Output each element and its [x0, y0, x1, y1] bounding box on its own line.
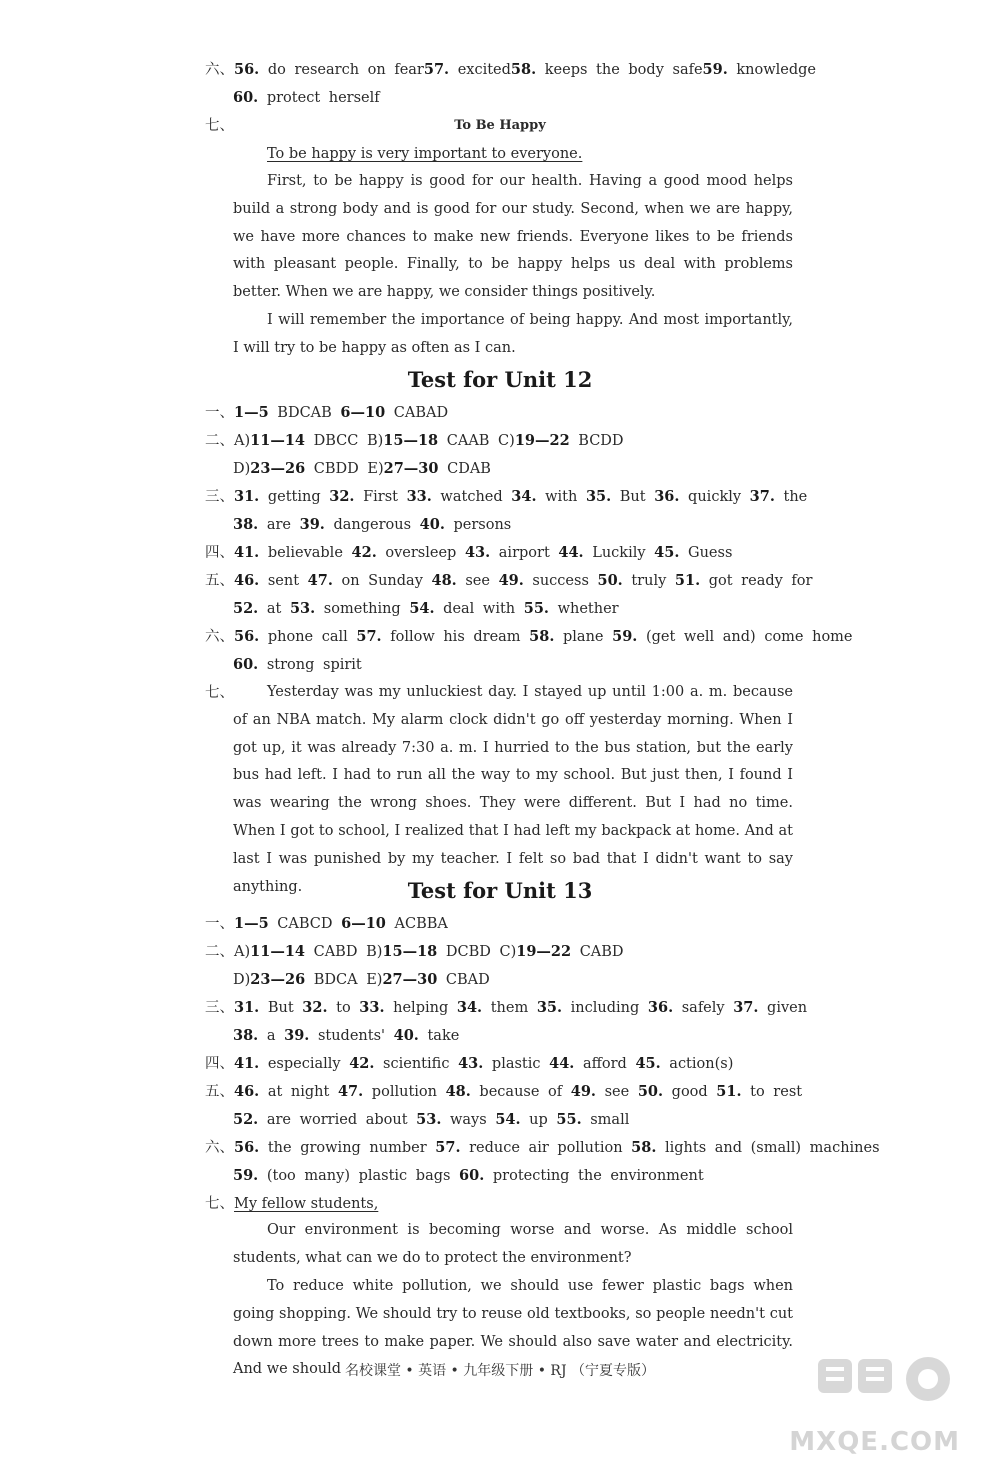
- answer-text: quickly: [679, 489, 750, 505]
- answer-text: BCDD: [569, 433, 624, 449]
- answer-text: But: [259, 1000, 303, 1016]
- answer-text: CABD B): [305, 944, 383, 960]
- section-marker: 五、: [205, 1084, 234, 1100]
- item-number: 40.: [419, 516, 445, 533]
- item-number: 59.: [612, 628, 638, 645]
- u13-line-4: [205, 1054, 805, 1074]
- u13-line-3a: [205, 998, 808, 1018]
- item-number: 19—22: [516, 943, 572, 960]
- item-number: 56.: [234, 61, 260, 78]
- answer-text: persons: [444, 517, 512, 533]
- item-number: 36.: [654, 488, 680, 505]
- answer-text: the: [774, 489, 808, 505]
- u13-line-1: [205, 914, 805, 934]
- item-number: 53.: [289, 600, 316, 617]
- item-number: 1—5: [234, 404, 269, 421]
- item-number: 59.: [702, 61, 728, 78]
- answer-text: But: [611, 489, 655, 505]
- section-marker: 二、A): [205, 944, 251, 960]
- item-number: 48.: [445, 1083, 471, 1100]
- item-number: 41.: [234, 1055, 260, 1072]
- u13-line-2b: [233, 970, 833, 990]
- item-number: 57.: [423, 61, 450, 78]
- u13-line-7: 七、My fellow students,: [205, 1196, 379, 1212]
- essay-title: To Be Happy: [454, 118, 546, 133]
- item-number: 58.: [631, 1139, 657, 1156]
- u13-line-6a: [205, 1138, 880, 1158]
- answer-text: something: [315, 601, 410, 617]
- item-number: 34.: [511, 488, 537, 505]
- item-number: 56.: [234, 1139, 260, 1156]
- unit13-heading: Test for Unit 13: [407, 878, 593, 903]
- item-number: 55.: [556, 1111, 582, 1128]
- u12-line-2a: [205, 431, 805, 451]
- answer-text: protecting the environment: [484, 1168, 704, 1184]
- answer-text: deal with: [434, 601, 524, 617]
- item-number: 40.: [393, 1027, 419, 1044]
- section-marker: 五、: [205, 573, 234, 589]
- item-number: 54.: [495, 1111, 521, 1128]
- page-footer: 名校课堂 • 英语 • 九年级下册 • RJ （宁夏专版）: [344, 1363, 656, 1379]
- u13-greeting: My fellow students,: [234, 1196, 379, 1212]
- answer-text: reduce air pollution: [460, 1140, 632, 1156]
- answer-text: ACBBA: [385, 916, 448, 932]
- answer-text: oversleep: [376, 545, 465, 561]
- answer-text: the growing number: [259, 1140, 436, 1156]
- answer-text: are worried about: [258, 1112, 417, 1128]
- item-number: 57.: [435, 1139, 461, 1156]
- answer-text: whether: [548, 601, 619, 617]
- answer-text: pollution: [363, 1084, 446, 1100]
- answer-text: getting: [259, 489, 330, 505]
- answer-text: First: [354, 489, 407, 505]
- answer-text: at: [258, 601, 290, 617]
- item-number: 44.: [558, 544, 584, 561]
- answer-text: are: [258, 517, 300, 533]
- item-number: 45.: [654, 544, 680, 561]
- item-number: 43.: [464, 544, 491, 561]
- answer-text: (get well and) come home: [637, 629, 853, 645]
- u12-line-5a: [205, 571, 813, 591]
- item-number: 27—30: [383, 460, 439, 477]
- answer-text: see: [595, 1084, 638, 1100]
- item-number: 60.: [459, 1167, 485, 1184]
- answer-text: action(s): [660, 1056, 734, 1072]
- answer-text: students': [309, 1028, 394, 1044]
- item-number: 32.: [302, 999, 328, 1016]
- section-marker: 一、: [205, 405, 234, 421]
- answer-text: with: [536, 489, 586, 505]
- section-marker: 六、: [205, 62, 234, 78]
- item-number: 53.: [416, 1111, 442, 1128]
- answer-text: because of: [470, 1084, 571, 1100]
- item-number: 44.: [549, 1055, 575, 1072]
- item-number: 32.: [329, 488, 355, 505]
- answer-text: CDAB: [438, 461, 491, 477]
- u12-marker-7: 七、: [205, 685, 234, 701]
- s1-line-6b: [233, 88, 833, 108]
- item-number: 39.: [284, 1027, 310, 1044]
- answer-text: D): [233, 461, 251, 477]
- item-number: 15—18: [383, 432, 439, 449]
- s1-line-6a: [205, 60, 817, 80]
- answer-text: scientific: [374, 1056, 459, 1072]
- item-number: 31.: [234, 999, 260, 1016]
- item-number: 59.: [233, 1167, 259, 1184]
- answer-text: CAAB C): [438, 433, 515, 449]
- answer-text: afford: [574, 1056, 636, 1072]
- answer-text: (too many) plastic bags: [258, 1168, 460, 1184]
- section-marker: 二、A): [205, 433, 251, 449]
- item-number: 52.: [233, 600, 259, 617]
- answer-text: up: [520, 1112, 557, 1128]
- answer-text: success: [523, 573, 598, 589]
- u13-line-5b: [233, 1110, 833, 1130]
- section-marker: 一、: [205, 916, 234, 932]
- answer-text: keeps the body safe: [536, 62, 703, 78]
- item-number: 47.: [337, 1083, 364, 1100]
- item-number: 42.: [349, 1055, 375, 1072]
- answer-text: take: [418, 1028, 460, 1044]
- answer-text: plane: [554, 629, 613, 645]
- item-number: 47.: [307, 572, 333, 589]
- u12-essay: Yesterday was my unluckiest day. I stayed up until 1:00 a. m. because of an NBA match. My alarm clock didn't go off yesterday morning. When I got up, it was already 7:30 a. m. I hurried to the bus station, but the early bus had left. I had to run all the way to my school. But just then, I found I was wearing the wrong shoes. They were different. But I had no time. When I got to school, I realized that I had left my backpack at home. And at last I was punished by my teacher. I felt so bad that I didn't want to say anything.: [233, 684, 793, 895]
- answer-text: DCBD C): [437, 944, 517, 960]
- item-number: 60.: [233, 656, 259, 673]
- answer-text: airport: [490, 545, 559, 561]
- section-marker: 六、: [205, 1140, 234, 1156]
- answer-text: knowledge: [727, 62, 817, 78]
- item-number: 38.: [233, 1027, 259, 1044]
- essay-paragraph-2: I will remember the importance of being happy. And most importantly, I will try to be happy as often as I can.: [233, 312, 793, 356]
- item-number: 34.: [456, 999, 483, 1016]
- item-number: 42.: [351, 544, 377, 561]
- u12-line-1: [205, 403, 805, 423]
- essay-topic: To be happy is very important to everyone.: [267, 146, 583, 162]
- answer-text: CABD: [571, 944, 624, 960]
- answer-text: plastic: [483, 1056, 550, 1072]
- item-number: 45.: [635, 1055, 661, 1072]
- item-number: 41.: [234, 544, 260, 561]
- answer-text: dangerous: [324, 517, 420, 533]
- item-number: 49.: [570, 1083, 596, 1100]
- u13-line-6b: [233, 1166, 833, 1186]
- u12-line-6a: [205, 627, 853, 647]
- u13-line-2a: [205, 942, 805, 962]
- s1-marker-7: 七、: [205, 118, 234, 134]
- answer-text: follow his dream: [381, 629, 530, 645]
- u12-line-4: [205, 543, 805, 563]
- answer-text: see: [456, 573, 499, 589]
- item-number: 31.: [234, 488, 260, 505]
- answer-text: CABAD: [385, 405, 449, 421]
- item-number: 51.: [716, 1083, 742, 1100]
- answer-text: Luckily: [583, 545, 655, 561]
- answer-text: truly: [622, 573, 675, 589]
- item-number: 33.: [406, 488, 432, 505]
- u13-paragraph-1: Our environment is becoming worse and worse. As middle school students, what can we do to protect the environment?: [233, 1222, 793, 1266]
- answer-text: BDCAB: [268, 405, 341, 421]
- item-number: 50.: [637, 1083, 664, 1100]
- answer-text: small: [581, 1112, 630, 1128]
- item-number: 27—30: [382, 971, 438, 988]
- answer-text: to rest: [741, 1084, 803, 1100]
- answer-text: given: [758, 1000, 808, 1016]
- item-number: 46.: [234, 1083, 260, 1100]
- answer-text: safely: [673, 1000, 734, 1016]
- u13-line-3b: [233, 1026, 833, 1046]
- answer-text: lights and (small) machines: [656, 1140, 880, 1156]
- answer-text: to: [327, 1000, 360, 1016]
- answer-text: do research on fear: [259, 62, 424, 78]
- item-number: 35.: [585, 488, 612, 505]
- answer-text: got ready for: [700, 573, 813, 589]
- item-number: 51.: [674, 572, 701, 589]
- answer-text: protect herself: [258, 90, 380, 106]
- answer-text: believable: [259, 545, 352, 561]
- answer-text: strong spirit: [258, 657, 362, 673]
- answer-text: DBCC B): [305, 433, 384, 449]
- item-number: 33.: [359, 999, 385, 1016]
- answer-text: watched: [431, 489, 512, 505]
- item-number: 48.: [431, 572, 457, 589]
- answer-text: them: [482, 1000, 537, 1016]
- item-number: 38.: [233, 516, 259, 533]
- answer-text: excited: [449, 62, 511, 78]
- item-number: 23—26: [250, 971, 306, 988]
- item-number: 15—18: [382, 943, 438, 960]
- item-number: 56.: [234, 628, 260, 645]
- item-number: 11—14: [250, 432, 305, 449]
- section-marker: 三、: [205, 489, 234, 505]
- item-number: 6—10: [340, 404, 386, 421]
- u12-line-3b: [233, 515, 833, 535]
- answer-text: good: [663, 1084, 717, 1100]
- answer-text: especially: [259, 1056, 350, 1072]
- u12-line-2b: [233, 459, 833, 479]
- answer-text: sent: [259, 573, 308, 589]
- item-number: 60.: [233, 89, 259, 106]
- item-number: 55.: [523, 600, 549, 617]
- item-number: 57.: [356, 628, 382, 645]
- answer-text: including: [562, 1000, 648, 1016]
- item-number: 37.: [749, 488, 775, 505]
- u12-line-6b: [233, 655, 833, 675]
- watermark-text: MXQE.COM: [789, 1427, 960, 1457]
- answer-text: CBAD: [437, 972, 490, 988]
- u12-line-5b: [233, 599, 833, 619]
- item-number: 35.: [536, 999, 563, 1016]
- item-number: 36.: [647, 999, 674, 1016]
- answer-text: Guess: [679, 545, 733, 561]
- answer-text: on Sunday: [332, 573, 432, 589]
- answer-text: helping: [384, 1000, 457, 1016]
- item-number: 6—10: [341, 915, 386, 932]
- item-number: 1—5: [234, 915, 269, 932]
- item-number: 39.: [299, 516, 325, 533]
- item-number: 37.: [733, 999, 759, 1016]
- item-number: 43.: [458, 1055, 484, 1072]
- item-number: 49.: [498, 572, 524, 589]
- item-number: 23—26: [250, 460, 306, 477]
- item-number: 46.: [234, 572, 260, 589]
- answer-text: a: [258, 1028, 285, 1044]
- answer-text: at night: [259, 1084, 338, 1100]
- item-number: 58.: [510, 61, 537, 78]
- unit12-heading: Test for Unit 12: [407, 367, 593, 392]
- essay-paragraph-1: First, to be happy is good for our health. Having a good mood helps build a strong body and is good for our study. Second, when we are happy, we have more chances to make new friends. Everyone likes to be friends with pleasant people. Finally, to be happy helps us deal with problems better. When we are happy, we consider things positively.: [233, 173, 793, 301]
- section-marker: 四、: [205, 545, 234, 561]
- item-number: 54.: [409, 600, 435, 617]
- section-marker: 三、: [205, 1000, 234, 1016]
- answer-text: CBDD E): [305, 461, 384, 477]
- answer-text: D): [233, 972, 251, 988]
- answer-text: ways: [441, 1112, 496, 1128]
- item-number: 58.: [529, 628, 555, 645]
- u13-line-5a: [205, 1082, 805, 1102]
- item-number: 11—14: [250, 943, 305, 960]
- u12-line-3a: [205, 487, 808, 507]
- answer-text: CABCD: [268, 916, 342, 932]
- item-number: 50.: [597, 572, 623, 589]
- answer-text: phone call: [259, 629, 357, 645]
- item-number: 52.: [233, 1111, 259, 1128]
- answer-text: BDCA E): [305, 972, 383, 988]
- u13-paragraph-2: To reduce white pollution, we should use fewer plastic bags when going shopping. We should try to reuse old textbooks, so people needn't cut down more trees to make paper. We should also save water and electricity. And we should: [233, 1278, 793, 1378]
- section-marker: 六、: [205, 629, 234, 645]
- item-number: 19—22: [514, 432, 570, 449]
- section-marker: 四、: [205, 1056, 234, 1072]
